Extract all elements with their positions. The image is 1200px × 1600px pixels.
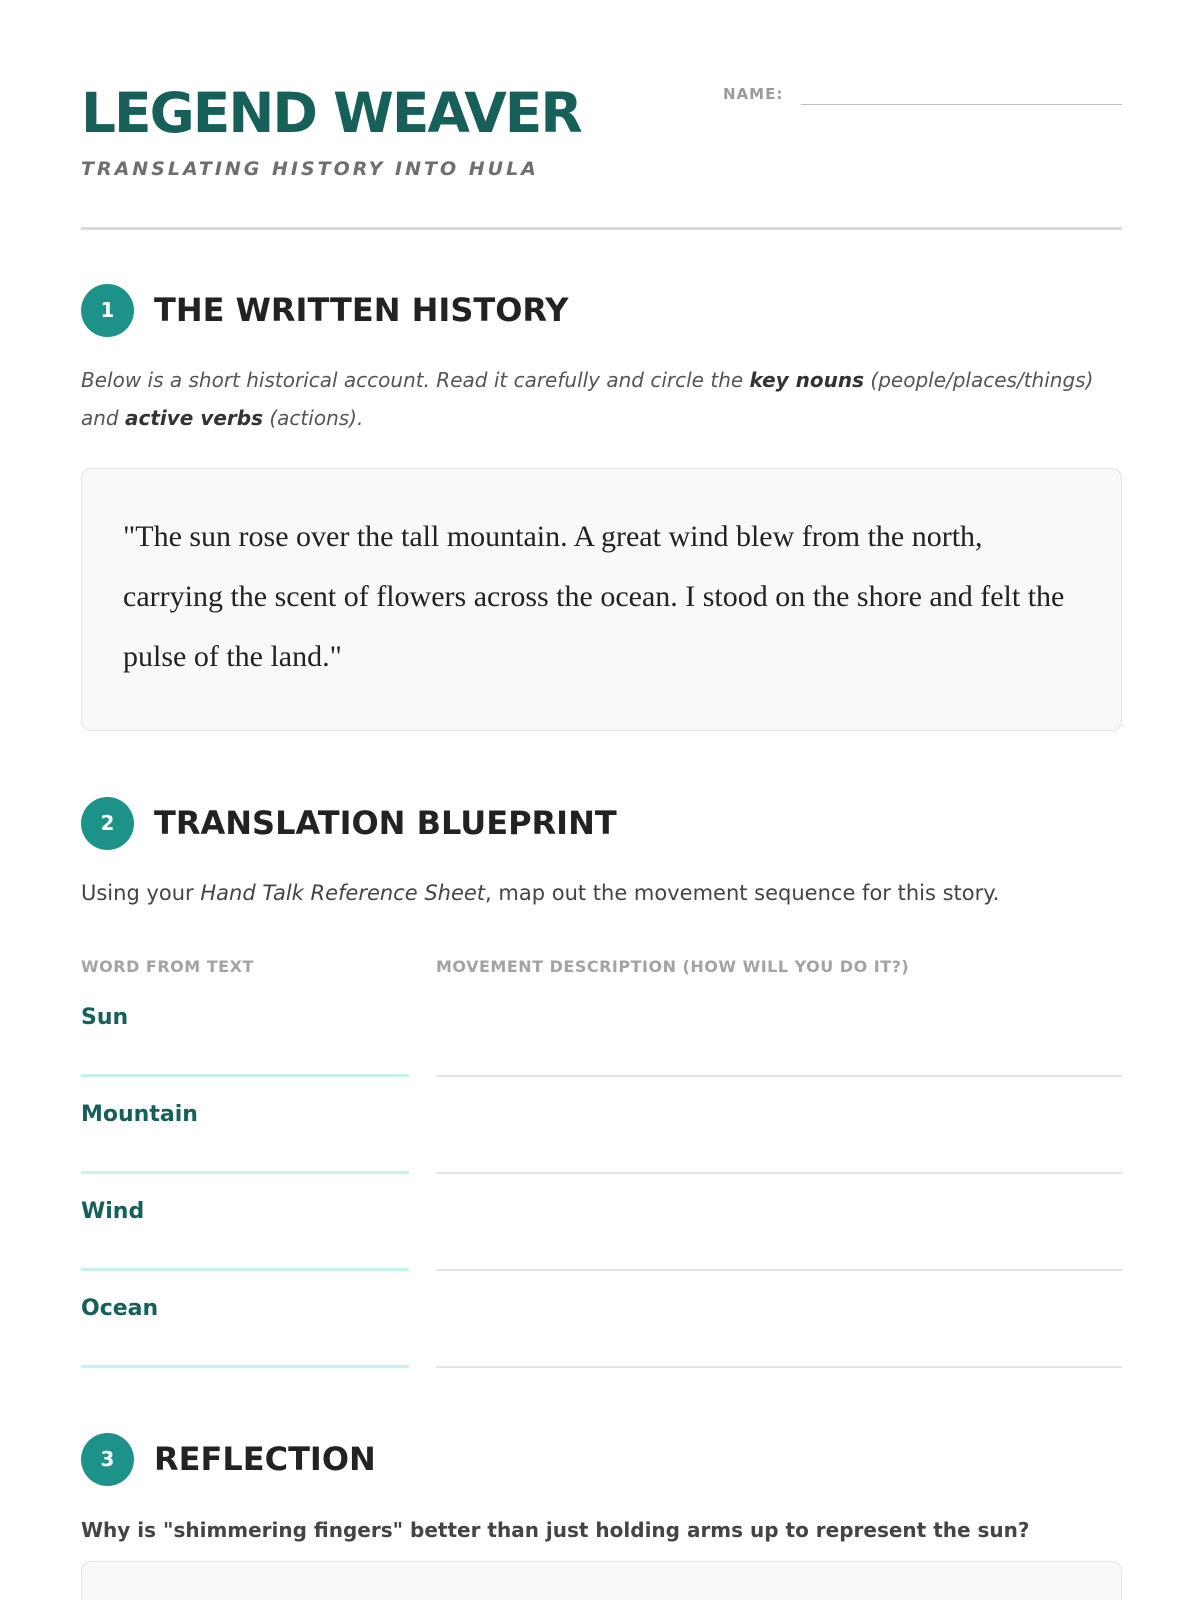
instruction-emphasis: active verbs (124, 406, 264, 430)
name-label: NAME: (723, 85, 784, 103)
section-number-badge: 3 (81, 1433, 134, 1486)
section-title: THE WRITTEN HISTORY (154, 291, 569, 329)
name-field[interactable] (801, 104, 1122, 105)
column-header-word: WORD FROM TEXT (81, 957, 254, 976)
blueprint-instructions (81, 878, 1122, 908)
reflection-answer-box[interactable] (81, 1561, 1122, 1600)
section-title: TRANSLATION BLUEPRINT (154, 804, 617, 842)
word-cell (81, 981, 409, 1077)
instruction-text: (people/places/things) and (81, 368, 1094, 430)
instruction-text: Using your (81, 881, 201, 905)
page-subtitle: TRANSLATING HISTORY INTO HULA (81, 158, 539, 180)
word-cell (81, 1078, 409, 1174)
word-label: Ocean (81, 1296, 159, 1321)
blueprint-row (81, 981, 1122, 1077)
section-heading-reflection (81, 1433, 1122, 1487)
instruction-text: , map out the movement sequence for this story. (485, 881, 1000, 905)
movement-input[interactable] (436, 1078, 1122, 1174)
blueprint-row (81, 1272, 1122, 1368)
historical-passage-box (81, 468, 1122, 731)
section-heading-written-history (81, 284, 1122, 338)
reference-sheet-name: Hand Talk Reference Sheet (200, 881, 486, 905)
section-heading-translation-blueprint (81, 797, 1122, 851)
historical-passage: "The sun rose over the tall mountain. A great wind blew from the north, carrying the scent of flowers across the ocean. I stood on the shore and felt the pulse of the land." (123, 520, 1065, 673)
word-cell (81, 1272, 409, 1368)
movement-input[interactable] (436, 1272, 1122, 1368)
section-title: REFLECTION (154, 1440, 376, 1478)
movement-input[interactable] (436, 981, 1122, 1077)
worksheet-header (81, 0, 1122, 230)
instruction-text: (actions). (263, 406, 364, 430)
instruction-emphasis: key nouns (749, 368, 865, 392)
word-label: Sun (81, 1005, 129, 1030)
reading-instructions (81, 361, 1122, 437)
instruction-text: Below is a short historical account. Read it carefully and circle the (81, 368, 750, 392)
movement-input[interactable] (436, 1175, 1122, 1271)
word-cell (81, 1175, 409, 1271)
reflection-question: Why is "shimmering fingers" better than just holding arms up to represent the sun? (81, 1518, 1030, 1542)
section-number-badge: 2 (81, 797, 134, 850)
page-title: LEGEND WEAVER (81, 81, 581, 145)
blueprint-row (81, 1175, 1122, 1271)
word-label: Mountain (81, 1102, 198, 1127)
blueprint-row (81, 1078, 1122, 1174)
word-label: Wind (81, 1199, 145, 1224)
worksheet-page (81, 0, 1122, 1600)
section-number-badge: 1 (81, 284, 134, 337)
column-header-movement: MOVEMENT DESCRIPTION (HOW WILL YOU DO IT?) (436, 957, 910, 976)
